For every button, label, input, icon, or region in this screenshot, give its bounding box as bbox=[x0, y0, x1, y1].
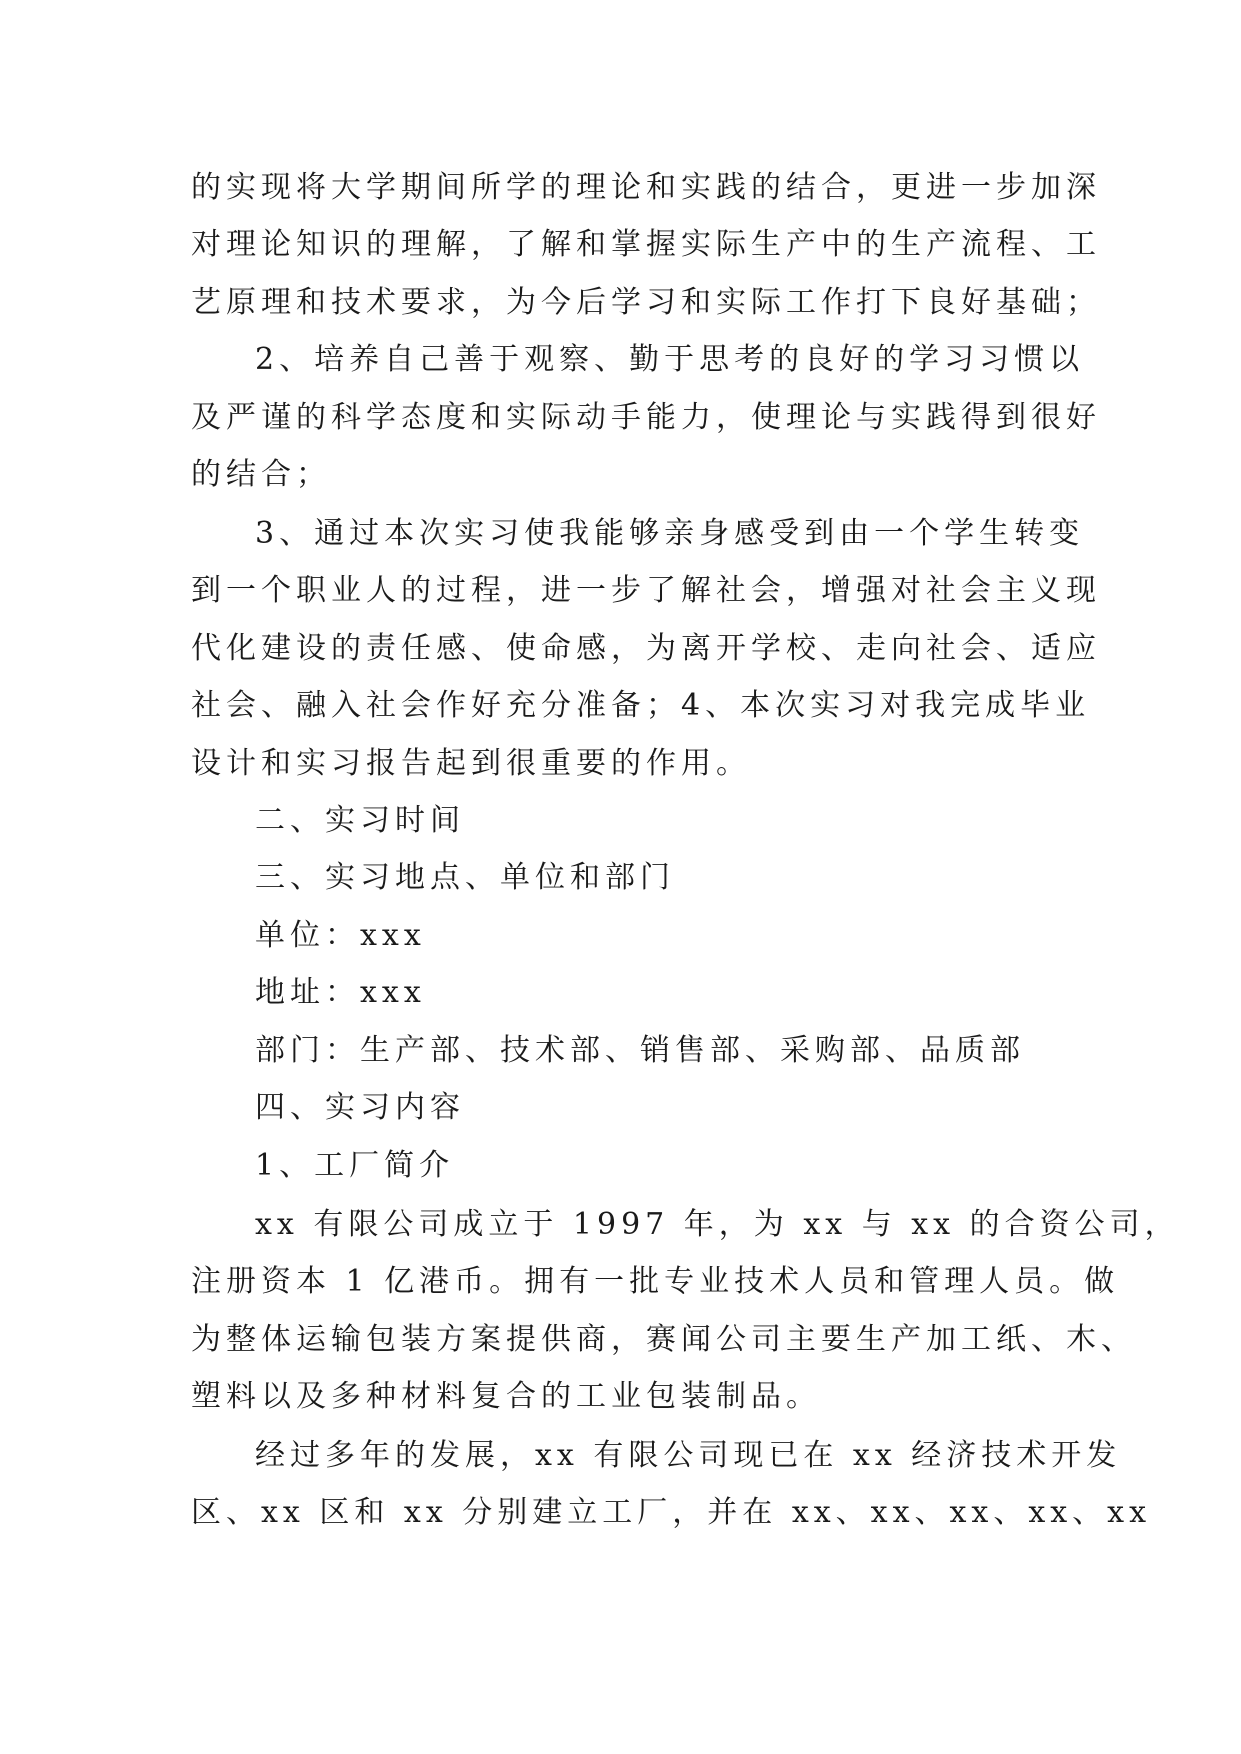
text-line: 的实现将大学期间所学的理论和实践的结合，更进一步加深 bbox=[191, 170, 1101, 205]
list-item-2: 2、培养自己善于观察、勤于思考的良好的学习习惯以 bbox=[255, 342, 1085, 377]
text-line: 设计和实习报告起到很重要的作用。 bbox=[191, 746, 751, 781]
text-line: 社会、融入社会作好充分准备；4、本次实习对我完成毕业 bbox=[191, 688, 1091, 723]
text-line: 到一个职业人的过程，进一步了解社会，增强对社会主义现 bbox=[191, 573, 1101, 608]
unit-line: 单位：xxx bbox=[255, 918, 426, 953]
section-heading-time: 二、实习时间 bbox=[255, 803, 465, 838]
text-line: 注册资本 1 亿港币。拥有一批专业技术人员和管理人员。做 bbox=[191, 1264, 1120, 1299]
text-line: 塑料以及多种材料复合的工业包装制品。 bbox=[191, 1379, 821, 1414]
section-heading-location: 三、实习地点、单位和部门 bbox=[255, 860, 675, 895]
text-line: 区、xx 区和 xx 分别建立工厂，并在 xx、xx、xx、xx、xx bbox=[191, 1495, 1152, 1530]
section-heading-content: 四、实习内容 bbox=[255, 1090, 465, 1125]
text-line: 及严谨的科学态度和实际动手能力，使理论与实践得到很好 bbox=[191, 400, 1101, 435]
list-item-3: 3、通过本次实习使我能够亲身感受到由一个学生转变 bbox=[255, 516, 1085, 551]
subsection-heading-factory: 1、工厂简介 bbox=[255, 1148, 455, 1183]
text-line: 艺原理和技术要求，为今后学习和实际工作打下良好基础； bbox=[191, 285, 1101, 320]
text-line: 的结合； bbox=[191, 457, 331, 492]
text-line: xx 有限公司成立于 1997 年，为 xx 与 xx 的合资公司， bbox=[255, 1207, 1180, 1242]
address-line: 地址：xxx bbox=[255, 975, 426, 1010]
text-line: 代化建设的责任感、使命感，为离开学校、走向社会、适应 bbox=[191, 631, 1101, 666]
text-line: 对理论知识的理解，了解和掌握实际生产中的生产流程、工 bbox=[191, 227, 1101, 262]
text-line: 经过多年的发展，xx 有限公司现已在 xx 经济技术开发 bbox=[255, 1438, 1122, 1473]
text-line: 为整体运输包装方案提供商，赛闻公司主要生产加工纸、木、 bbox=[191, 1322, 1136, 1357]
departments-line: 部门：生产部、技术部、销售部、采购部、品质部 bbox=[255, 1033, 1025, 1068]
